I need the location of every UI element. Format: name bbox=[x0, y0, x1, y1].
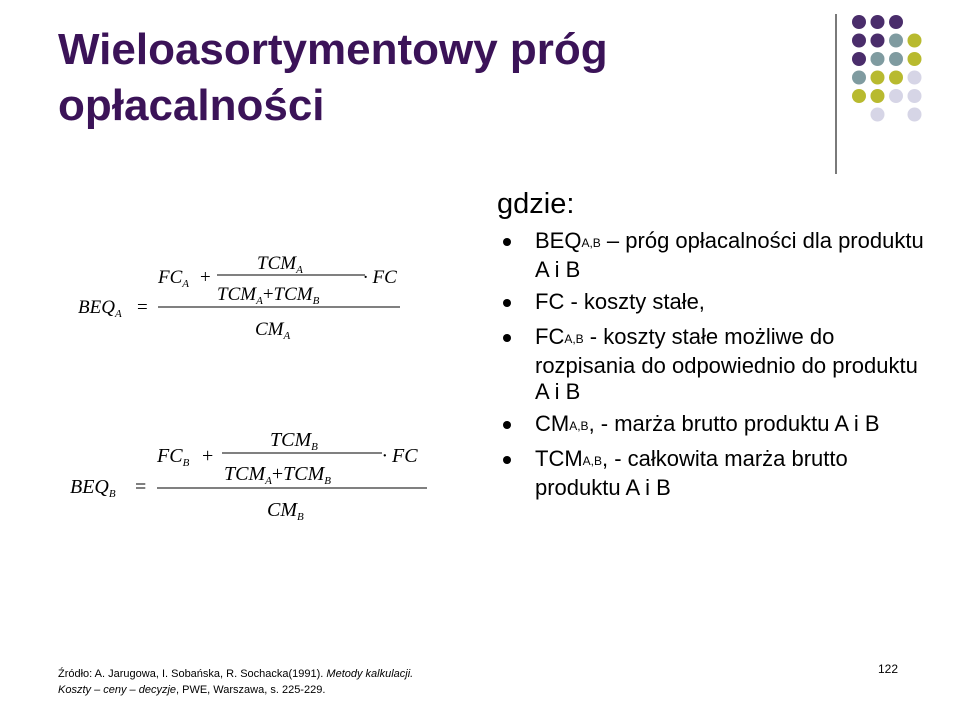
formula-tcm: TCM bbox=[217, 284, 257, 305]
bullet-subscript: A,B bbox=[582, 454, 602, 468]
formula-subscript: A bbox=[265, 475, 272, 487]
decorative-dot bbox=[871, 108, 885, 122]
formula-subscript: B bbox=[108, 488, 116, 500]
formula-subscript: A bbox=[256, 295, 263, 307]
decorative-dot bbox=[871, 89, 885, 103]
svg-text:TCMA+TCMB bbox=[224, 463, 331, 487]
decorative-dot bbox=[889, 15, 903, 29]
decorative-dot bbox=[871, 52, 885, 66]
formula-dot-fc: · FC bbox=[363, 267, 397, 288]
formula-subscript: B bbox=[324, 475, 331, 487]
list-item bbox=[500, 289, 930, 318]
decorative-dot bbox=[852, 89, 866, 103]
bullet-text: , - całkowita marża brutto produktu A i B bbox=[535, 446, 848, 500]
list-item bbox=[500, 411, 930, 440]
formula-subscript: A bbox=[283, 330, 291, 342]
page-number: 122 bbox=[878, 662, 899, 676]
decorative-dot bbox=[908, 52, 922, 66]
formula-tcm: TCM bbox=[224, 463, 266, 485]
bullet-text: - koszty stałe możliwe do rozpisania do odpowiednio do produktu A i B bbox=[535, 324, 918, 404]
formula-tcm: TCM bbox=[257, 253, 297, 274]
formula-plus: + bbox=[262, 284, 274, 305]
decorative-dot bbox=[889, 89, 903, 103]
decorative-dot bbox=[852, 15, 866, 29]
formula-tcm: TCM bbox=[270, 429, 312, 451]
bullet-icon bbox=[503, 299, 511, 307]
formula-plus: + bbox=[271, 463, 284, 485]
svg-text:CMA bbox=[255, 319, 291, 342]
formula-equals: = bbox=[137, 297, 148, 318]
bullet-icon bbox=[503, 421, 511, 429]
lead-text: gdzie: bbox=[497, 188, 575, 220]
bullet-text: CM bbox=[535, 411, 570, 436]
formula-lhs: BEQ bbox=[70, 476, 109, 498]
formula-fc: FC bbox=[157, 445, 183, 467]
formula-beq-a bbox=[70, 245, 410, 355]
formula-subscript: B bbox=[312, 295, 320, 307]
source-text: , PWE, Warszawa, s. 225-229. bbox=[176, 684, 326, 696]
decorative-dot bbox=[889, 71, 903, 85]
bullet-icon bbox=[503, 456, 511, 464]
formula-plus: + bbox=[202, 445, 214, 467]
bullet-icon bbox=[503, 334, 511, 342]
decorative-dot bbox=[871, 15, 885, 29]
formula-subscript: B bbox=[311, 441, 318, 453]
definition-list bbox=[500, 228, 930, 507]
formula-dot-fc: · FC bbox=[382, 445, 418, 467]
bullet-icon bbox=[503, 238, 511, 246]
decorative-dot bbox=[889, 34, 903, 48]
decorative-dot bbox=[908, 71, 922, 85]
svg-text:TCMA+TCMB bbox=[217, 284, 320, 307]
decorative-dot bbox=[871, 71, 885, 85]
decorative-divider bbox=[835, 14, 837, 174]
svg-text:BEQA bbox=[78, 297, 122, 320]
bullet-text: BEQ bbox=[535, 228, 582, 253]
formula-subscript: B bbox=[182, 457, 190, 469]
decorative-dot bbox=[908, 34, 922, 48]
formula-tcm: TCM bbox=[283, 463, 325, 485]
source-book-title: Metody kalkulacji. Koszty – ceny – decyzje bbox=[58, 668, 414, 696]
decorative-dot bbox=[852, 52, 866, 66]
source-citation bbox=[58, 666, 448, 698]
list-item bbox=[500, 446, 930, 501]
svg-text:FCB bbox=[156, 445, 190, 469]
source-text: Źródło: A. Jarugowa, I. Sobańska, R. Sochacka(1991). bbox=[58, 668, 327, 680]
decorative-dot bbox=[889, 52, 903, 66]
list-item bbox=[500, 228, 930, 283]
svg-text:FCA bbox=[157, 267, 189, 290]
bullet-text: – próg opłacalności dla produktu A i B bbox=[535, 228, 924, 282]
formula-subscript: A bbox=[114, 308, 122, 320]
decorative-dot bbox=[852, 71, 866, 85]
formula-subscript: A bbox=[182, 278, 190, 290]
bullet-text: FC - koszty stałe, bbox=[535, 289, 705, 314]
svg-text:TCMB bbox=[270, 429, 318, 453]
formula-equals: = bbox=[135, 476, 147, 498]
bullet-text: TCM bbox=[535, 446, 583, 471]
bullet-subscript: A,B bbox=[564, 332, 584, 346]
decorative-dot bbox=[871, 34, 885, 48]
formula-lhs: BEQ bbox=[78, 297, 115, 318]
slide-title: Wieloasortymentowy próg opłacalności bbox=[58, 25, 608, 130]
decorative-dot bbox=[908, 89, 922, 103]
decorative-dot bbox=[908, 108, 922, 122]
bullet-subscript: A,B bbox=[581, 236, 601, 250]
formula-tcm: TCM bbox=[273, 284, 313, 305]
formula-fc: FC bbox=[158, 267, 183, 288]
svg-text:BEQB bbox=[70, 476, 116, 500]
decorative-dot bbox=[852, 34, 866, 48]
formula-cm: CM bbox=[267, 499, 297, 521]
svg-text:TCMA bbox=[257, 253, 303, 276]
list-item bbox=[500, 324, 930, 405]
bullet-text: , - marża brutto produktu A i B bbox=[588, 411, 880, 436]
bullet-text: FC bbox=[535, 324, 565, 349]
formula-subscript: A bbox=[296, 264, 303, 276]
bullet-subscript: A,B bbox=[569, 419, 589, 433]
svg-text:CMB bbox=[267, 499, 304, 523]
formula-subscript: B bbox=[297, 511, 304, 523]
formula-beq-b bbox=[62, 420, 437, 535]
formula-plus: + bbox=[200, 267, 211, 288]
formula-cm: CM bbox=[255, 319, 284, 340]
